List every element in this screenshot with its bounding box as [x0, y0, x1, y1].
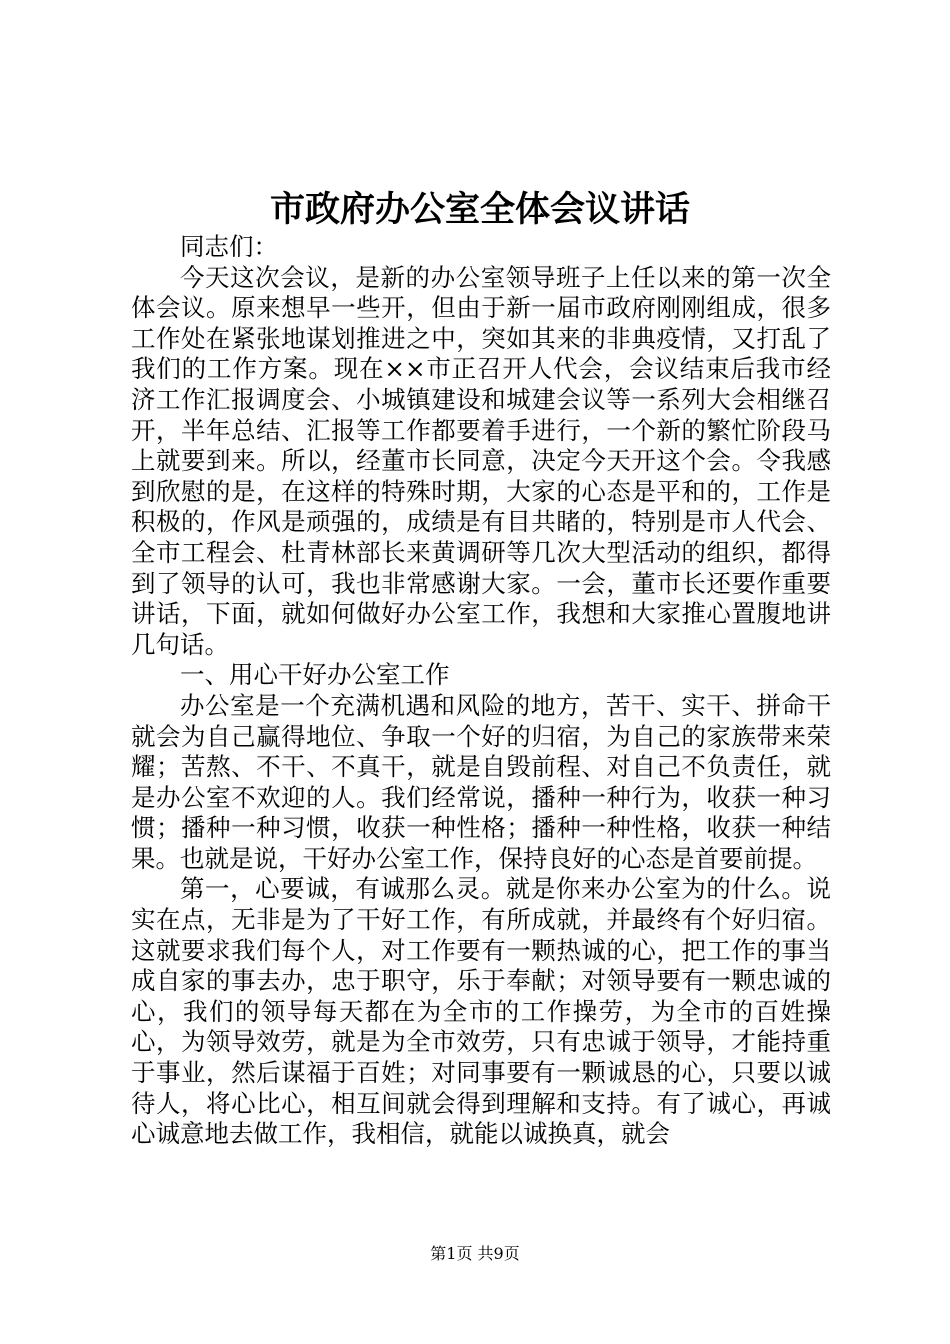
body-paragraph: 今天这次会议，是新的办公室领导班子上任以来的第一次全体会议。原来想早一些开，但由于新一届市政府刚刚组成，很多工作处在紧张地谋划推进之中，突如其来的非典疫情，又打乱了我们的工作方案。现在××市正召开人代会，会议结束后我市经济工作汇报调度会、小城镇建设和城建会议等一系列大会相继召开，半年总结、汇报等工作都要着手进行，一个新的繁忙阶段马上就要到来。所以，经董市长同意，决定今天开这个会。令我感到欣慰的是，在这样的特殊时期，大家的心态是平和的，工作是积极的，作风是顽强的，成绩是有目共睹的，特别是市人代会、全市工程会、杜青林部长来黄调研等几次大型活动的组织，都得到了领导的认可，我也非常感谢大家。一会，董市长还要作重要讲话，下面，就如何做好办公室工作，我想和大家推心置腹地讲几句话。: [131, 262, 831, 659]
salutation: 同志们：: [180, 232, 278, 261]
body-paragraph: 办公室是一个充满机遇和风险的地方，苦干、实干、拼命干就会为自己赢得地位、争取一个好的归宿，为自己的家族带来荣耀；苦熬、不干、不真干，就是自毁前程、对自己不负责任，就是办公室不欢迎的人。我们经常说，播种一种行为，收获一种习惯；播种一种习惯，收获一种性格；播种一种性格，收获一种结果。也就是说，干好办公室工作，保持良好的心态是首要前提。: [131, 690, 831, 873]
document-title: 市政府办公室全体会议讲话: [269, 189, 690, 230]
body-paragraph: 第一，心要诚，有诚那么灵。就是你来办公室为的什么。说实在点，无非是为了干好工作，有所成就，并最终有个好归宿。这就要求我们每个人，对工作要有一颗热诚的心，把工作的事当成自家的事去办，忠于职守，乐于奉献；对领导要有一颗忠诚的心，我们的领导每天都在为全市的工作操劳，为全市的百姓操心，为领导效劳，就是为全市效劳，只有忠诚于领导，才能持重于事业，然后谋福于百姓；对同事要有一颗诚恳的心，只要以诚待人，将心比心，相互间就会得到理解和支持。有了诚心，再诚心诚意地去做工作，我相信，就能以诚换真，就会: [131, 874, 831, 1149]
section-heading: 一、用心干好办公室工作: [180, 660, 450, 690]
document-body: [131, 232, 831, 1150]
page-number-footer: 第1页 共9页: [430, 1244, 520, 1263]
